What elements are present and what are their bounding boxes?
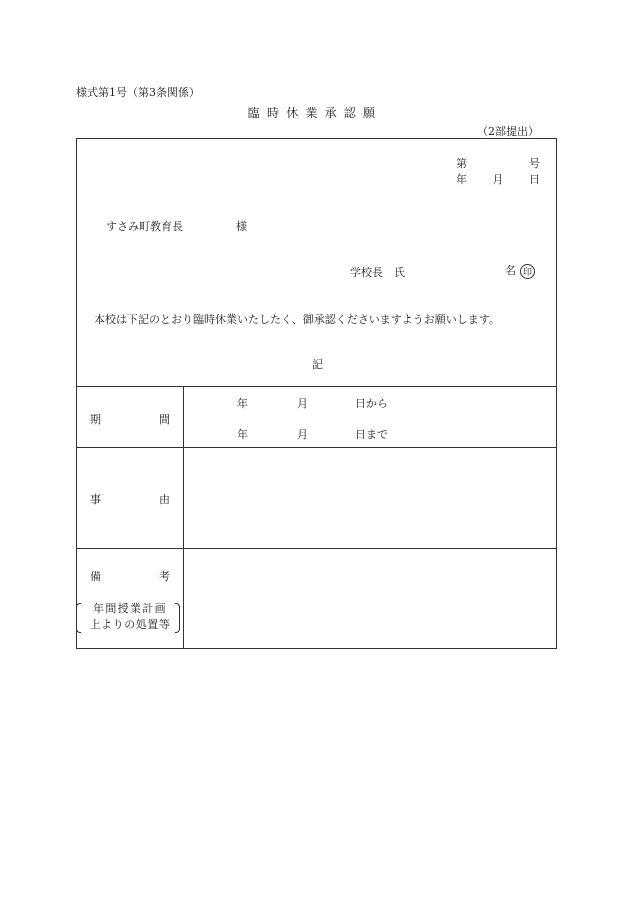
doc-no-suffix: 号 [529, 157, 540, 170]
row-divider-2 [77, 548, 556, 549]
period-from-day: 日から [355, 397, 388, 410]
date-year: 年 [456, 173, 467, 186]
seal-mark: 印 [520, 264, 535, 279]
period-to-day: 日まで [355, 428, 388, 441]
doc-no-prefix: 第 [456, 157, 467, 170]
bracket-left [76, 603, 81, 633]
ki-heading: 記 [312, 358, 323, 371]
remarks-sub-note [77, 601, 183, 633]
sender-label: 学校長 氏 [350, 266, 405, 279]
period-label-a: 期 [90, 413, 101, 426]
form-box [76, 138, 557, 649]
form-number: 様式第1号（第3条関係） [76, 86, 200, 99]
period-to-year: 年 [237, 428, 248, 441]
remarks-label-b: 考 [159, 570, 170, 583]
date-month: 月 [492, 173, 504, 186]
date-day: 日 [529, 173, 540, 186]
period-to-month: 月 [297, 428, 308, 441]
request-body: 本校は下記のとおり臨時休業いたしたく、御承認くださいますようお願いします。 [94, 313, 500, 326]
copies-note: （2部提出） [477, 125, 539, 138]
remarks-sub-line-2: 上よりの処置等 [89, 618, 171, 631]
period-from-year: 年 [237, 397, 248, 410]
sender-name [505, 262, 535, 279]
period-label-b: 間 [159, 413, 170, 426]
document-date [456, 171, 540, 187]
remarks-sub-line-1: 年間授業計画 [93, 602, 167, 615]
reason-label-b: 由 [159, 493, 170, 506]
addressee: すさみ町教育長 [106, 220, 183, 233]
reason-label [90, 491, 170, 507]
remarks-label-a: 備 [90, 570, 101, 583]
period-from-month: 月 [297, 397, 308, 410]
document-number [456, 155, 540, 171]
honorific: 様 [236, 220, 247, 233]
bracket-right [175, 603, 180, 633]
period-label [90, 411, 170, 427]
row-divider-1 [77, 447, 556, 448]
reason-label-a: 事 [90, 493, 101, 506]
form-title: 臨時休業承認願 [247, 106, 383, 120]
label-column-divider [183, 386, 184, 648]
sender-name-label: 名 [505, 264, 516, 277]
remarks-label [90, 568, 170, 584]
table-top-rule [77, 386, 556, 387]
